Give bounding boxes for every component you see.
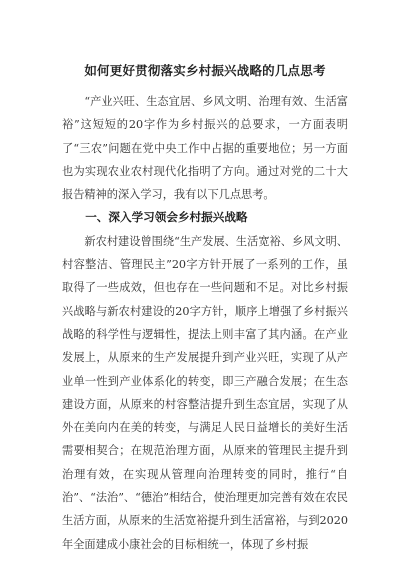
section-1-heading: 一、深入学习领会乡村振兴战略 xyxy=(85,210,248,225)
document-title: 如何更好贯彻落实乡村振兴战略的几点思考 xyxy=(84,63,326,78)
intro-paragraph: “产业兴旺、生态宜居、乡风文明、治理有效、生活富裕”这短短的20字作为乡村振兴的总要求，一方面表明了“三农”问题在党中央工作中占据的重要地位；另一方面也为实现农业农村现代化指明了方向。通过对党的二十大报告精神的深入学习，我有以下几点思考。 xyxy=(62,95,348,202)
section-1-paragraph: 新农村建设曾围绕“生产发展、生活宽裕、乡风文明、村容整洁、管理民主”20字方针开展了一系列的工作，虽取得了一些成效，但也存在一些问题和不足。对比乡村振兴战略与新农村建设的20字方针，顺序上增强了乡村振兴战略的科学性与逻辑性，提法上则丰富了其内涵。在产业发展上，从原来的生产发展提升到产业兴旺，实现了从产业单一性到产业体系化的转变，即三产融合发展；在生态建设方面，从原来的村容整洁提升到生态宜居，实现了从外在美向内在美的转变，与满足人民日益增长的美好生活需要相契合；在规范治理方面，从原来的管理民主提升到治理有效，在实现从管理向治理转变的同时，推行“自治”、“法治”、“德治”相结合，使治理更加完善有效在农民生活方面，从原来的生活宽裕提升到生活富裕，与到2020年全面建成小康社会的目标相统一，体现了乡村振 xyxy=(62,234,348,551)
